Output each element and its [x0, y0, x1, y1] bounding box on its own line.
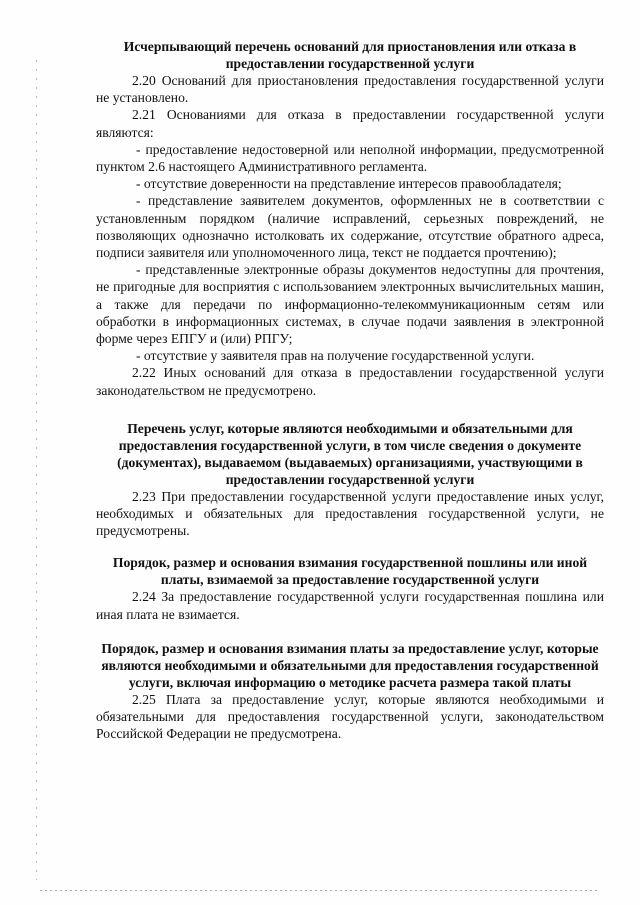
section-heading-required-services: Перечень услуг, которые являются необходимыми и обязательными для предоставления государственной услуги, в том числе сведения о документе (документах), выдаваемом (выдаваемых) организациями, участвующими в предоставлении государственной услуги: [117, 420, 583, 487]
paragraph-2-25: 2.25 Плата за предоставление услуг, которые являются необходимыми и обязательными для предоставления государственной услуги, законодательством Российской Федерации не предусмотрена.: [96, 691, 604, 742]
list-item-no-rights: - отсутствие у заявителя прав на получение государственной услуги.: [136, 348, 535, 364]
paragraph-2-20: 2.20 Оснований для приостановления предоставления государственной услуги не установлено.: [96, 73, 604, 106]
list-item-improper-documents: - представление заявителем документов, оформленных не в соответствии с установленным порядком (наличие исправлений, серьезных повреждений, не позволяющих однозначно истолковать их содержание, отсутствие обратного адреса, подписи заявителя или уполномоченного лица, текст не поддается прочтению);: [96, 193, 604, 261]
section-heading-state-fee: Порядок, размер и основания взимания государственной пошлины или иной платы, взимаемой за предоставление государственной услуги: [112, 555, 588, 588]
section-heading-grounds-for-refusal: Исчерпывающий перечень оснований для приостановления или отказа в предоставлении государственной услуги: [123, 39, 577, 71]
list-item-no-power-of-attorney: - отсутствие доверенности на представление интересов правообладателя;: [136, 176, 562, 192]
paragraph-2-23: 2.23 При предоставлении государственной услуги предоставление иных услуг, необходимых и обязательных для предоставления государственной услуги, не предусмотрены.: [96, 488, 604, 539]
section-heading-fee-for-required-services: Порядок, размер и основания взимания платы за предоставление услуг, которые являются необходимыми и обязательными для предоставления государственной услуги, включая информацию о методике расчета размера такой платы: [101, 640, 599, 690]
paragraph-2-22: 2.22 Иных оснований для отказа в предоставлении государственной услуги законодательством не предусмотрено.: [96, 365, 604, 398]
paragraph-2-21: 2.21 Основаниями для отказа в предоставлении государственной услуги являются:: [96, 107, 604, 140]
list-item-unreadable-electronic-images: - представленные электронные образы документов недоступны для прочтения, не пригодные для восприятия с использованием электронных вычислительных машин, а также для передачи по информационно-телекоммуникационным сетям или обработки в информационных системах, в случае подачи заявления в электронной форме через ЕПГУ и (или) РПГУ;: [96, 262, 604, 347]
list-item-unreliable-info: - предоставление недостоверной или неполной информации, предусмотренной пунктом 2.6 настоящего Административного регламента.: [96, 141, 604, 175]
document-body: [96, 38, 604, 742]
bottom-dotted-rule: [40, 890, 600, 891]
left-margin-dotted-line: [36, 60, 37, 880]
paragraph-2-24: 2.24 За предоставление государственной услуги государственная пошлина или иная плата не взимается.: [96, 589, 604, 622]
